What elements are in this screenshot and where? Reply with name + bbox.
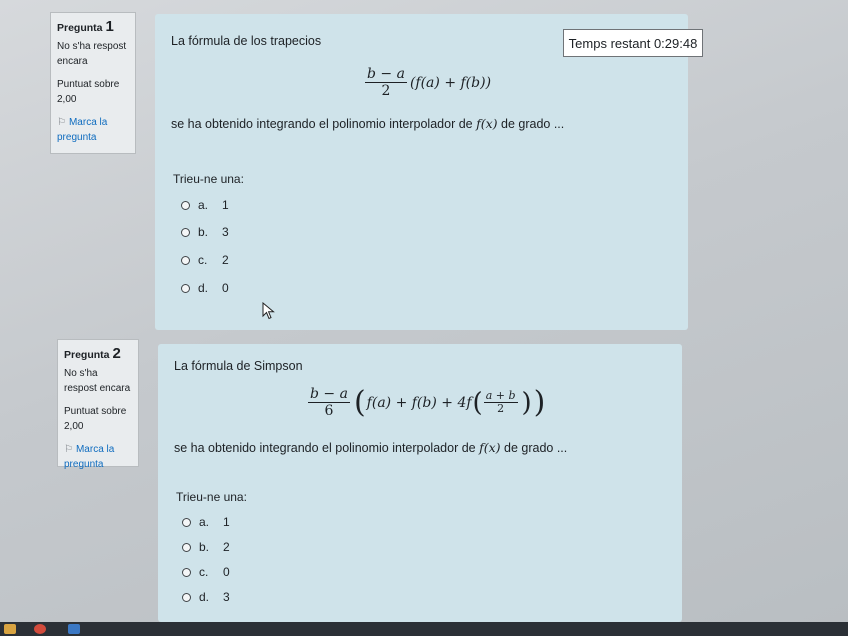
- radio-button[interactable]: [182, 543, 191, 552]
- question-2-info: [57, 339, 139, 470]
- radio-button[interactable]: [182, 518, 191, 527]
- q2-option-b[interactable]: [182, 540, 230, 554]
- question-1-state: No s'ha respost encara: [57, 41, 127, 67]
- option-value: 1: [222, 198, 229, 212]
- sentence-end: de grado ...: [501, 117, 565, 131]
- question-2-grade: [64, 404, 132, 434]
- fraction-numerator: b − a: [367, 66, 405, 82]
- flag-icon: ⚐: [64, 444, 73, 455]
- sentence-start: se ha obtenido integrando el polinomio interpolador de: [174, 441, 476, 455]
- q1-option-a[interactable]: [181, 198, 229, 212]
- question-number: 1: [105, 18, 114, 35]
- fraction-denominator: 6: [324, 403, 334, 419]
- q2-option-a[interactable]: [182, 515, 230, 529]
- timer-label: Temps restant: [568, 35, 651, 51]
- option-value: 3: [222, 225, 229, 239]
- answer-prompt: Trieu-ne una:: [176, 490, 247, 504]
- question-2-title: La fórmula de Simpson: [174, 359, 303, 373]
- option-value: 2: [222, 253, 229, 267]
- option-letter: d.: [199, 590, 210, 604]
- trapezoid-formula: [365, 66, 491, 99]
- option-letter: b.: [199, 540, 210, 554]
- formula-fraction: [365, 66, 407, 99]
- simpson-formula: [308, 386, 546, 419]
- fraction-numerator: b − a: [310, 386, 348, 402]
- q1-option-d[interactable]: [181, 281, 229, 295]
- question-1-sentence: [171, 116, 564, 131]
- timer-value: 0:29:48: [653, 35, 698, 51]
- flag-question-2-link[interactable]: [64, 442, 132, 472]
- question-1-content: [155, 14, 688, 330]
- radio-button[interactable]: [181, 228, 190, 237]
- sentence-start: se ha obtenido integrando el polinomio interpolador de: [171, 117, 473, 131]
- question-2-number: [64, 346, 132, 363]
- question-1-grade: [57, 77, 129, 107]
- open-paren-inner: (: [472, 387, 483, 418]
- q2-option-d[interactable]: [182, 590, 230, 604]
- answer-prompt: Trieu-ne una:: [173, 172, 244, 186]
- question-1-title: La fórmula de los trapecios: [171, 34, 322, 48]
- fraction-numerator: a + b: [485, 389, 516, 402]
- q2-option-c[interactable]: [182, 565, 230, 579]
- flag-question-1-link[interactable]: [57, 115, 129, 145]
- option-letter: d.: [198, 281, 209, 295]
- time-remaining-box: [563, 29, 703, 57]
- option-letter: a.: [199, 515, 210, 529]
- app-icon[interactable]: [68, 624, 80, 634]
- function-symbol: f(x): [479, 440, 501, 455]
- browser-icon[interactable]: [34, 624, 46, 634]
- mouse-cursor-icon: [262, 302, 276, 320]
- question-number: 2: [112, 345, 121, 362]
- option-value: 0: [222, 281, 229, 295]
- grade-label: Puntuat sobre: [64, 406, 127, 417]
- q1-option-c[interactable]: [181, 253, 229, 267]
- option-letter: b.: [198, 225, 209, 239]
- formula-fraction: [308, 386, 350, 419]
- radio-button[interactable]: [181, 284, 190, 293]
- start-icon[interactable]: [4, 624, 16, 634]
- os-taskbar: [0, 622, 848, 636]
- close-paren: ): [533, 384, 546, 420]
- formula-body: (f(a) + f(b)): [409, 74, 492, 91]
- open-paren: (: [353, 384, 366, 420]
- radio-button[interactable]: [181, 256, 190, 265]
- option-letter: a.: [198, 198, 209, 212]
- close-paren-inner: ): [521, 387, 532, 418]
- question-2-sentence: [174, 440, 567, 455]
- inner-fraction: [484, 390, 518, 415]
- option-letter: c.: [199, 565, 209, 579]
- question-label: Pregunta: [57, 22, 103, 34]
- question-2-state: No s'ha respost encara: [64, 368, 131, 394]
- option-value: 1: [223, 515, 230, 529]
- option-value: 2: [223, 540, 230, 554]
- fraction-denominator: 2: [497, 402, 505, 415]
- flag-label: Marca la pregunta: [64, 444, 115, 470]
- sentence-end: de grado ...: [504, 441, 568, 455]
- grade-value: 2,00: [57, 94, 77, 105]
- question-2-content: [158, 344, 682, 622]
- formula-inner: f(a) + f(b) + 4f: [366, 394, 472, 411]
- q1-option-b[interactable]: [181, 225, 229, 239]
- question-label: Pregunta: [64, 349, 110, 361]
- option-value: 3: [223, 590, 230, 604]
- radio-button[interactable]: [181, 201, 190, 210]
- question-1-number: [57, 19, 129, 36]
- option-value: 0: [223, 565, 230, 579]
- function-symbol: f(x): [476, 116, 498, 131]
- grade-value: 2,00: [64, 421, 84, 432]
- option-letter: c.: [198, 253, 208, 267]
- question-1-info: [50, 12, 136, 154]
- grade-label: Puntuat sobre: [57, 79, 120, 90]
- radio-button[interactable]: [182, 593, 191, 602]
- fraction-denominator: 2: [381, 83, 391, 99]
- radio-button[interactable]: [182, 568, 191, 577]
- flag-icon: ⚐: [57, 117, 66, 128]
- flag-label: Marca la pregunta: [57, 117, 108, 143]
